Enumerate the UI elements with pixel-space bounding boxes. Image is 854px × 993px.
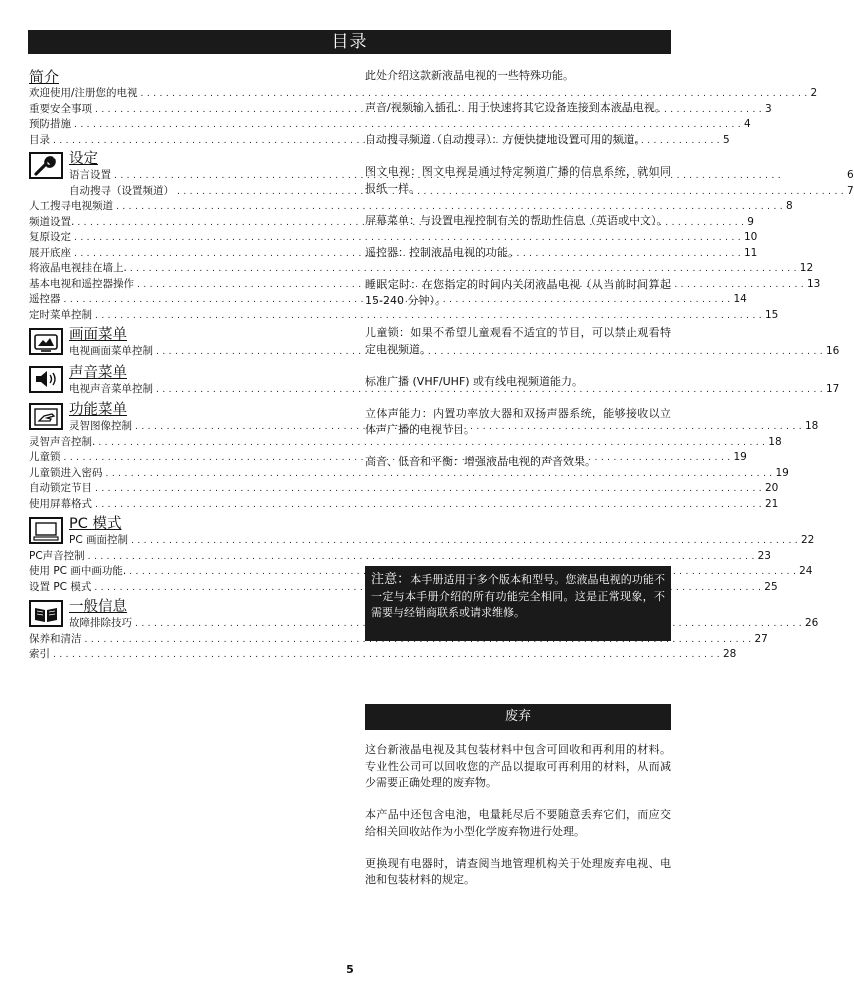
page-title: 目录	[331, 32, 368, 52]
tv-picture-icon	[29, 328, 63, 355]
waste-paragraph: 这台新液晶电视及其包装材料中包含可回收和再利用的材料。专业性公司可以回收您的产品以提取可再利用的材料，从而减少需要正确处理的废弃物。	[365, 743, 671, 789]
note-box	[365, 566, 671, 641]
toc-entry[interactable]: PC声音控制 . . . 23	[29, 549, 338, 565]
toc-entry[interactable]: 将液晶电视挂在墙上. . . . 12	[29, 261, 338, 277]
toc-entry[interactable]: 复原设定 . . . 10	[29, 230, 338, 246]
toc-entry[interactable]: 保养和清洁 . . . 27	[29, 632, 338, 648]
toc-entry[interactable]: 使用屏幕格式 . . . 21	[29, 497, 338, 513]
toc-entry[interactable]: 故障排除技巧 . . . 26	[69, 616, 818, 632]
toc-entry[interactable]: 频道设置. . . . 9	[29, 215, 338, 231]
feature-paragraph: 睡眠定时：在您指定的时间内关闭液晶电视（从当前时间算起 15-240 分钟）。	[365, 277, 671, 307]
toc-heading-sound: 声音菜单	[69, 364, 127, 381]
feature-paragraph: 此处介绍这款新液晶电视的一些特殊功能。	[365, 69, 574, 82]
feature-paragraph: 声音/视频输入插孔：用于快速将其它设备连接到本液晶电视。	[365, 101, 666, 114]
waste-heading: 废弃	[504, 709, 531, 724]
toc-entry[interactable]: 设置 PC 模式 . . . 25	[29, 580, 338, 596]
toc-entry[interactable]: 自动锁定节目 . . . 20	[29, 481, 338, 497]
toc-entry[interactable]: 语言设置 . . . 6	[69, 168, 854, 184]
toc-entry[interactable]: 预防措施 . . . 4	[29, 117, 338, 133]
toc-heading-pc: PC 模式	[69, 516, 122, 532]
feature-paragraph: 图文电视：图文电视是通过特定频道广播的信息系统，就如同报纸一样。	[365, 165, 671, 195]
toc-entry[interactable]: 电视声音菜单控制 . . . 17	[69, 382, 839, 398]
feature-paragraph: 标准广播 (VHF/UHF) 或有线电视频道能力。	[365, 374, 584, 388]
toc-entry[interactable]: 欢迎使用/注册您的电视 . . . 2	[29, 86, 338, 102]
page-number: 5	[346, 963, 354, 976]
toc-entry[interactable]: 目录 . . . 5	[29, 133, 338, 149]
toc-entry[interactable]: 重要安全事项 . . . 3	[29, 102, 338, 118]
toc-entry[interactable]: 定时菜单控制 . . . 15	[29, 308, 338, 324]
toc-entry[interactable]: 遥控器 . . . 14	[29, 292, 338, 308]
page-title-bar	[28, 30, 671, 54]
speaker-icon	[29, 366, 63, 393]
waste-heading-bar	[365, 704, 671, 730]
open-book-icon	[29, 600, 63, 627]
toc-entry[interactable]: 使用 PC 画中画功能. . . . 24	[29, 564, 338, 580]
toc-group-pc	[29, 515, 815, 549]
toc-entry[interactable]: 儿童锁进入密码 . . . 19	[29, 466, 338, 482]
toc-entry[interactable]: 自动搜寻（设置频道） . . . 7	[69, 184, 854, 200]
feature-paragraph: 自动搜寻频道（自动搜寻）：方便快捷地设置可用的频道。	[365, 133, 646, 146]
toc-entry[interactable]: 电视画面菜单控制 . . . 16	[69, 344, 839, 360]
note-text: 本手册适用于多个版本和型号。您液晶电视的功能不一定与本手册介绍的所有功能完全相同。这是正常现象，不需要与经销商联系或请求维修。	[371, 573, 665, 619]
toc-entry[interactable]: 灵智图像控制 . . . 18	[69, 419, 818, 435]
toc-heading-picture: 画面菜单	[69, 327, 127, 343]
feature-paragraph: 儿童锁：如果不希望儿童观看不适宜的节目，可以禁止观看特定电视频道。	[365, 326, 671, 356]
feature-paragraph: 立体声能力：内置功率放大器和双扬声器系统，能够接收以立体声广播的电视节目。	[365, 406, 671, 436]
toc-heading-setup: 设定	[69, 151, 98, 167]
note-label: 注意：	[371, 572, 411, 587]
feature-paragraph: 屏幕菜单：与设置电视控制有关的帮助性信息（英语或中文）。	[365, 213, 668, 227]
features-intro	[365, 68, 671, 486]
feature-paragraph: 遥控器：控制液晶电视的功能。	[365, 245, 519, 259]
toc-entry[interactable]: 索引 . . . 28	[29, 647, 338, 663]
toc-entry[interactable]: PC 画面控制 . . . 22	[69, 533, 814, 549]
toc-entry[interactable]: 灵智声音控制. . . . 18	[29, 435, 338, 451]
hand-pointer-icon	[29, 403, 63, 430]
toc-entry[interactable]: 基本电视和遥控器操作 . . . 13	[29, 277, 338, 293]
feature-paragraph: 高音、低音和平衡：增强液晶电视的声音效果。	[365, 455, 596, 468]
monitor-icon	[29, 517, 63, 544]
wrench-icon	[29, 152, 63, 179]
toc-heading-intro: 简介	[29, 68, 60, 86]
toc-entry[interactable]: 儿童锁 . . . 19	[29, 450, 338, 466]
waste-paragraph: 更换现有电器时，请查阅当地管理机构关于处理废弃电视、电池和包装材料的规定。	[365, 856, 671, 886]
toc-heading-features: 功能菜单	[69, 402, 127, 418]
toc-group-general	[29, 598, 819, 632]
toc-heading-general: 一般信息	[69, 599, 127, 615]
toc-entry[interactable]: 展开底座 . . . 11	[29, 246, 338, 262]
waste-paragraph: 本产品中还包含电池，电量耗尽后不要随意丢弃它们，而应交给相关回收站作为小型化学废弃物进行处理。	[365, 808, 671, 838]
toc-entry[interactable]: 人工搜寻电视频道 . . . 8	[29, 199, 338, 215]
waste-section	[365, 742, 671, 904]
